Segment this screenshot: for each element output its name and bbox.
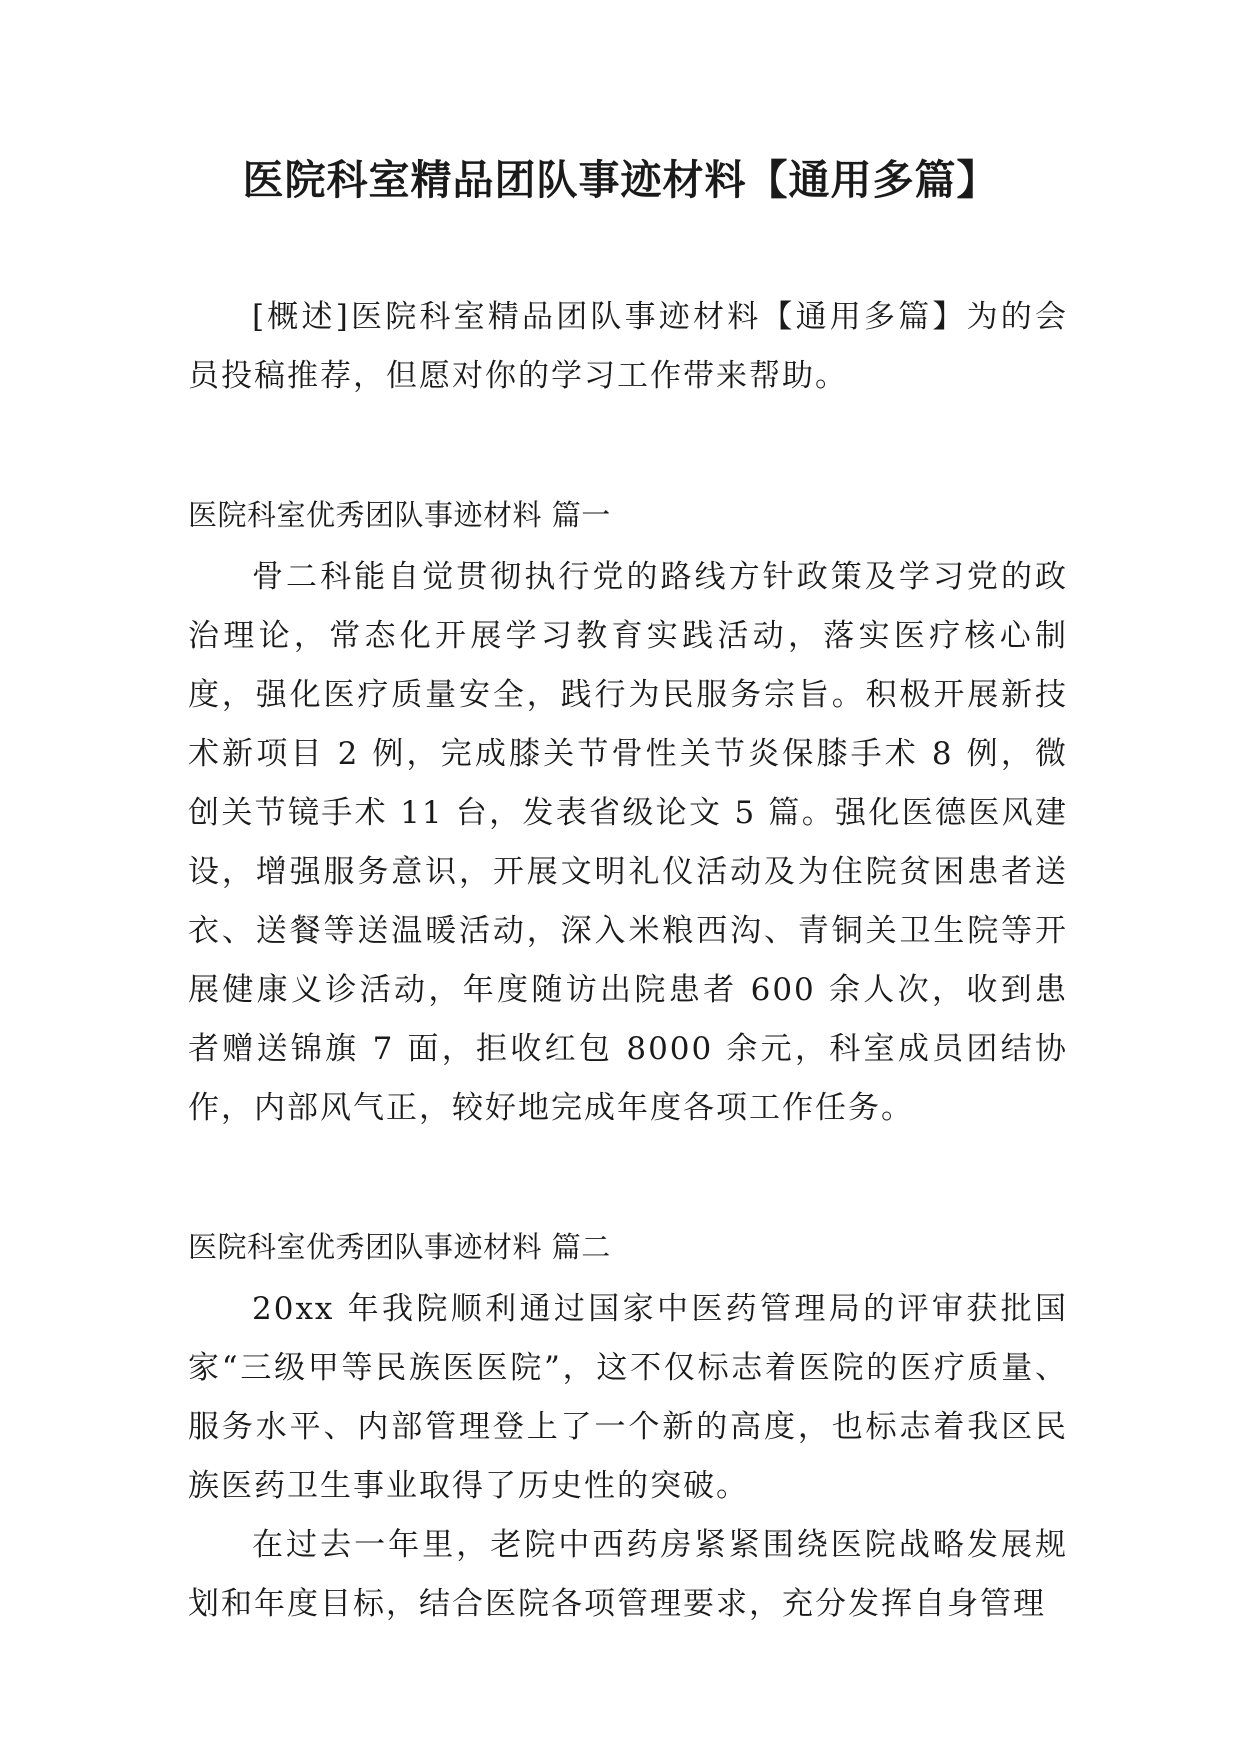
spacer xyxy=(188,1138,1068,1218)
section-1-paragraph-1: 骨二科能自觉贯彻执行党的路线方针政策及学习党的政治理论，常态化开展学习教育实践活动，落实医疗核心制度，强化医疗质量安全，践行为民服务宗旨。积极开展新技术新项目 2 例，完成膝关节骨性关节炎保膝手术 8 例，微创关节镜手术 11 台，发表省级论文 5 篇。强化医德医风建设，增强服务意识，开展文明礼仪活动及为住院贫困患者送衣、送餐等送温暖活动，深入米粮西沟、青铜关卫生院等开展健康义诊活动，年度随访出院患者 600 余人次，收到患者赠送锦旗 7 面，拒收红包 8000 余元，科室成员团结协作，内部风气正，较好地完成年度各项工作任务。 xyxy=(188,559,1068,1126)
section-heading-2: 医院科室优秀团队事迹材料 篇二 xyxy=(188,1230,611,1264)
section-heading-1: 医院科室优秀团队事迹材料 篇一 xyxy=(188,498,611,532)
spacer xyxy=(188,406,1068,486)
document-body xyxy=(188,288,1068,1634)
summary-paragraph: [概述]医院科室精品团队事迹材料【通用多篇】为的会员投稿推荐，但愿对你的学习工作带来帮助。 xyxy=(188,299,1068,394)
document-title: 医院科室精品团队事迹材料【通用多篇】 xyxy=(242,156,999,204)
section-2-paragraph-2: 在过去一年里，老院中西药房紧紧围绕医院战略发展规划和年度目标，结合医院各项管理要求，充分发挥自身管理 xyxy=(188,1527,1068,1622)
section-2-paragraph-1: 20xx 年我院顺利通过国家中医药管理局的评审获批国家“三级甲等民族医医院”，这不仅标志着医院的医疗质量、服务水平、内部管理登上了一个新的高度，也标志着我区民族医药卫生事业取得了历史性的突破。 xyxy=(188,1291,1068,1504)
